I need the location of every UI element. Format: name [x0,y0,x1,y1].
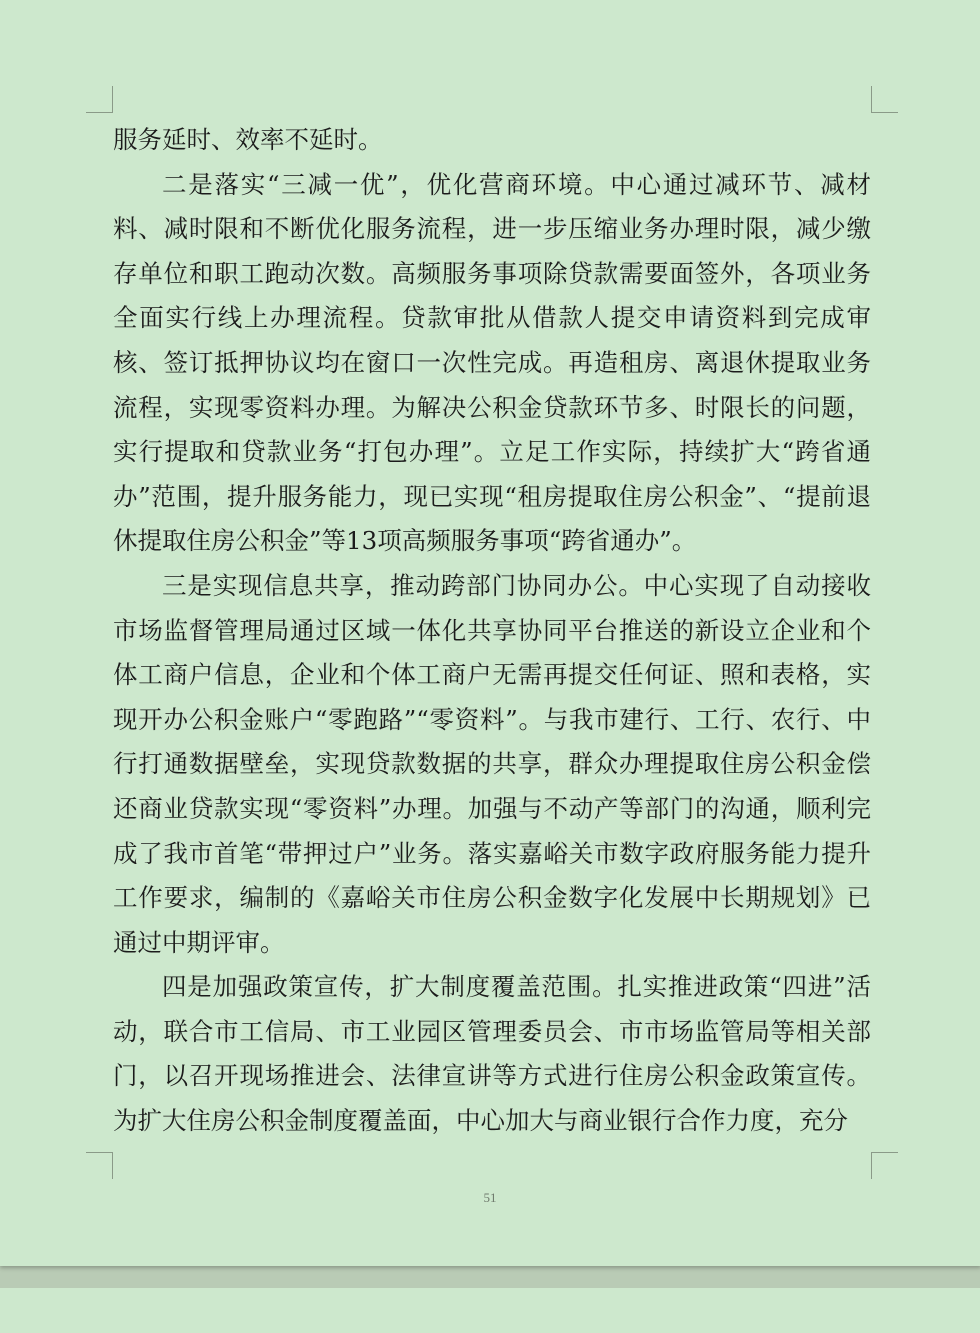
page-number: 51 [483,1190,497,1205]
body-text [113,118,871,1144]
crop-mark-top-left [86,86,113,113]
crop-mark-top-right [871,86,898,113]
crop-mark-bottom-left [86,1152,113,1179]
paragraph-continued: 服务延时、效率不延时。 [113,125,383,154]
next-page-edge [0,1288,980,1333]
paragraph-point-3: 三是实现信息共享，推动跨部门协同办公。中心实现了自动接收市场监督管理局通过区域一体化共享协同平台推送的新设立企业和个体工商户信息，企业和个体工商户无需再提交任何证、照和表格，实现开办公积金账户“零跑路”“零资料”。与我市建行、工行、农行、中行打通数据壁垒，实现贷款数据的共享，群众办理提取住房公积金偿还商业贷款实现“零资料”办理。加强与不动产等部门的沟通，顺利完成了我市首笔“带押过户”业务。落实嘉峪关市数字政府服务能力提升工作要求，编制的《嘉峪关市住房公积金数字化发展中长期规划》已通过中期评审。 [113,570,871,957]
crop-mark-bottom-right [871,1152,898,1179]
paragraph-point-4: 四是加强政策宣传，扩大制度覆盖范围。扎实推进政策“四进”活动，联合市工信局、市工业园区管理委员会、市市场监管局等相关部门，以召开现场推进会、法律宣讲等方式进行住房公积金政策宣传。为扩大住房公积金制度覆盖面，中心加大与商业银行合作力度，充分 [113,972,871,1136]
paragraph-point-2: 二是落实“三减一优”，优化营商环境。中心通过减环节、减材料、减时限和不断优化服务流程，进一步压缩业务办理时限，减少缴存单位和职工跑动次数。高频服务事项除贷款需要面签外，各项业务全面实行线上办理流程。贷款审批从借款人提交申请资料到完成审核、签订抵押协议均在窗口一次性完成。再造租房、离退休提取业务流程，实现零资料办理。为解决公积金贷款环节多、时限长的问题，实行提取和贷款业务“打包办理”。立足工作实际，持续扩大“跨省通办”范围，提升服务能力，现已实现“租房提取住房公积金”、“提前退休提取住房公积金”等13项高频服务事项“跨省通办”。 [113,169,871,556]
